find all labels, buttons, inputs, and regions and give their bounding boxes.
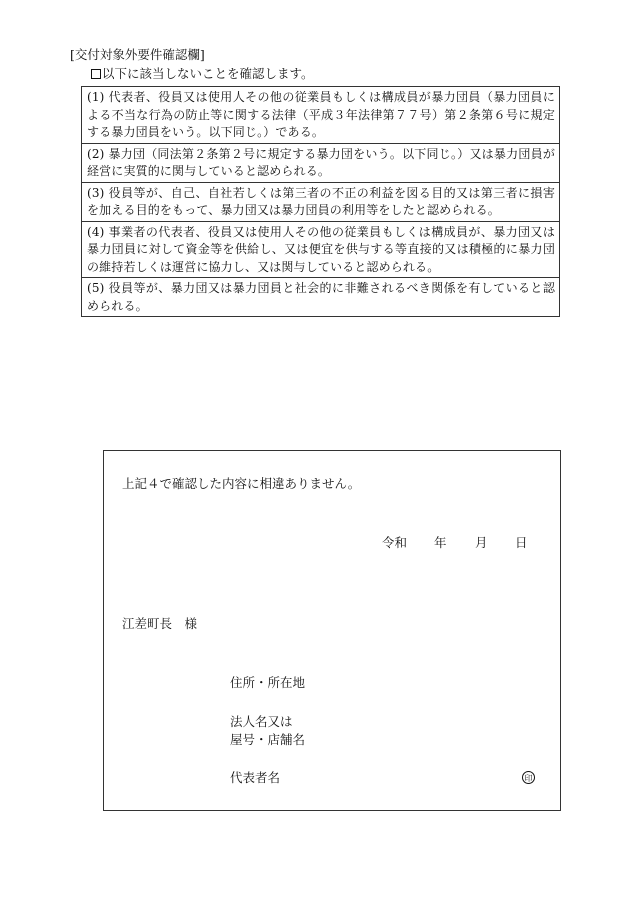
date-era: 令和 [382, 535, 408, 550]
date-month: 月 [475, 535, 488, 550]
criteria-item-3: (3) 役員等が、自己、自社若しくは第三者の不正の利益を図る目的又は第三者に損害を加える目的をもって、暴力団又は暴力団員の利用等をしたと認められる。 [82, 182, 559, 221]
date-day: 日 [515, 535, 528, 550]
criteria-item-1: (1) 代表者、役員又は使用人その他の従業員もしくは構成員が暴力団員（暴力団員による不当な行為の防止等に関する法律（平成３年法律第７７号）第２条第６号に規定する暴力団員をいう。以下同じ。）である。 [87, 90, 555, 139]
addressee: 江差町長 様 [122, 616, 198, 631]
address-label: 住所・所在地 [230, 675, 306, 690]
criteria-item-2: (2) 暴力団（同法第２条第２号に規定する暴力団をいう。以下同じ。）又は暴力団員が経営に実質的に関与していると認められる。 [82, 143, 559, 182]
criteria-item-5: (5) 役員等が、暴力団又は暴力団員と社会的に非難されるべき関係を有していると認められる。 [82, 277, 559, 316]
company-label-line1: 法人名又は [230, 714, 293, 729]
company-label-line2: 屋号・店舗名 [230, 732, 306, 747]
confirm-checkbox[interactable] [91, 69, 101, 79]
confirmation-row [91, 66, 314, 82]
date-year: 年 [434, 535, 447, 550]
confirmation-label: 以下に該当しないことを確認します。 [102, 66, 314, 81]
criteria-table [81, 86, 560, 317]
representative-label: 代表者名 [230, 770, 281, 785]
seal-icon: 印 [522, 771, 535, 784]
declaration-box [103, 450, 561, 811]
declaration-statement: 上記４で確認した内容に相違ありません。 [122, 476, 361, 491]
criteria-item-4: (4) 事業者の代表者、役員又は使用人その他の従業員もしくは構成員が、暴力団又は暴力団員に対して資金等を供給し、又は便宜を供与する等直接的又は積極的に暴力団の維持若しくは運営に協力し、又は関与していると認められる。 [82, 221, 559, 278]
section-heading: [交付対象外要件確認欄] [70, 47, 205, 62]
